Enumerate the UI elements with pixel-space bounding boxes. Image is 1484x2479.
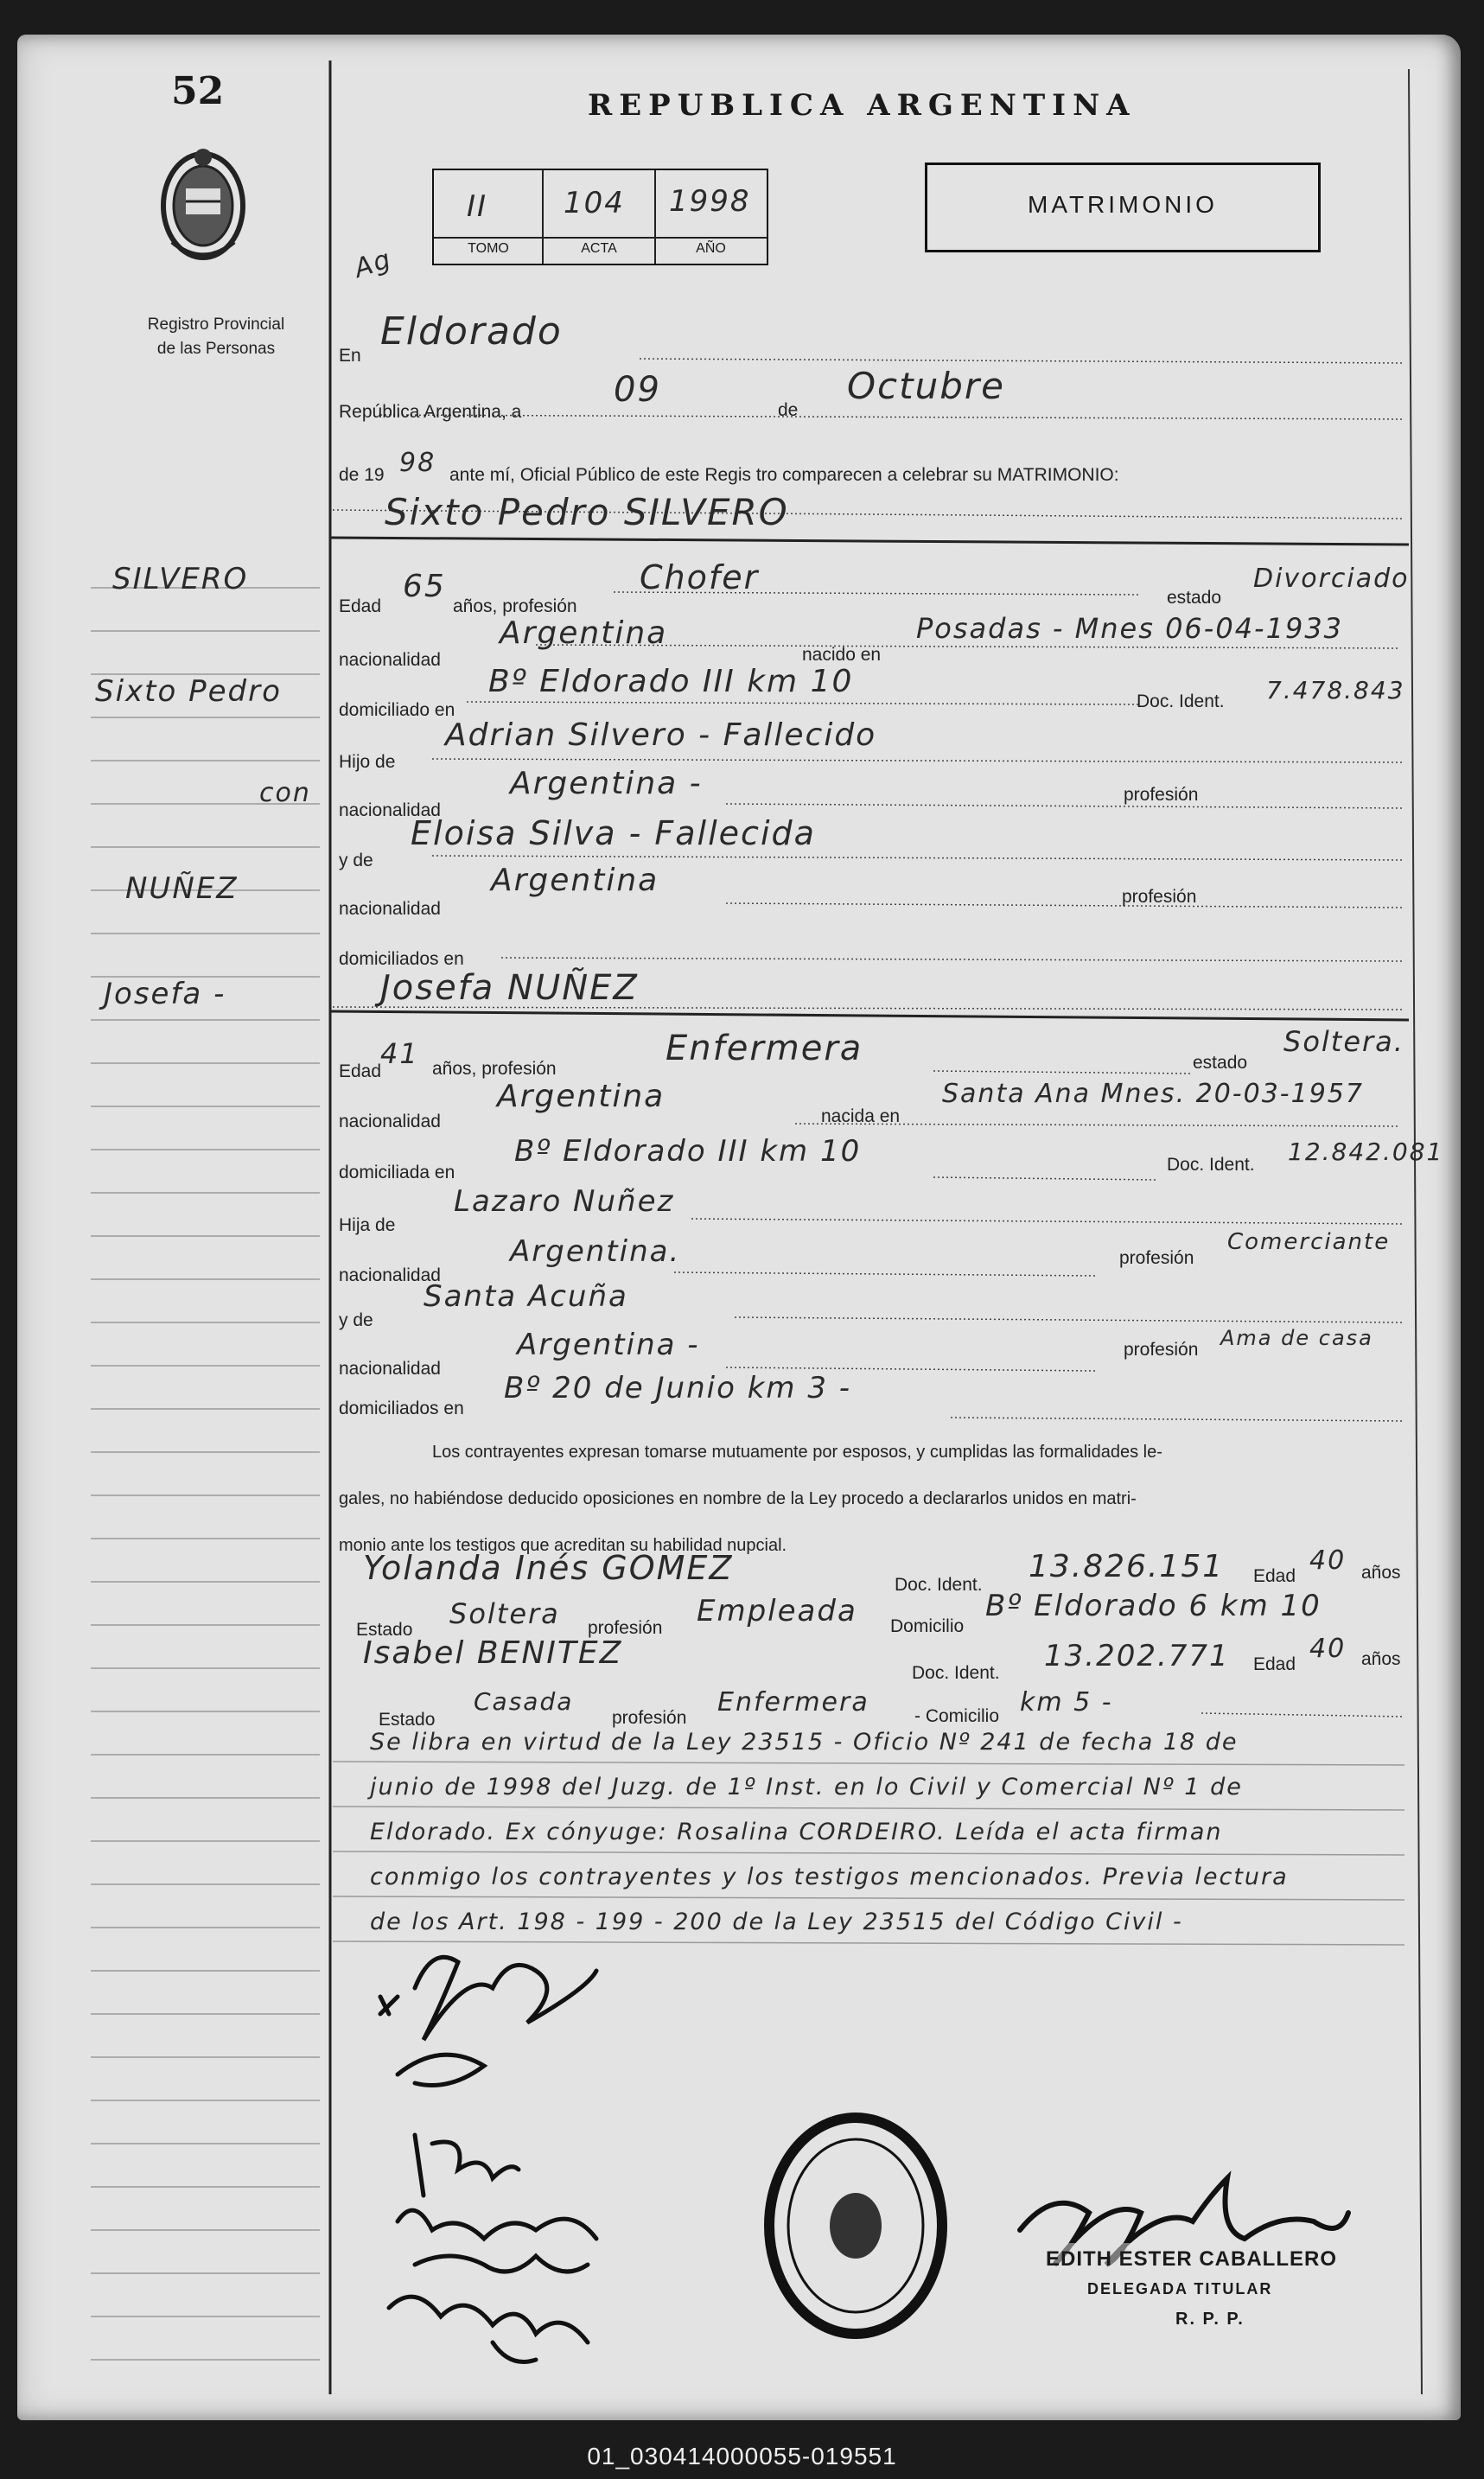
tomo-label: TOMO — [468, 241, 509, 256]
groom-age: 65 — [403, 569, 446, 604]
bride-profession: Enfermera — [666, 1029, 863, 1068]
witness2-age: 40 — [1309, 1634, 1347, 1664]
bride-edad-label: Edad — [339, 1061, 382, 1081]
groom-mother: Eloisa Silva - Fallecida — [411, 814, 816, 852]
witness1-doc: 13.826.151 — [1029, 1549, 1225, 1584]
groom-civil-status: Divorciado — [1253, 564, 1410, 594]
bride-birth: Santa Ana Mnes. 20-03-1957 — [942, 1079, 1364, 1109]
bride-parents-address: Bº 20 de Junio km 3 - — [504, 1371, 852, 1405]
year-prefix: de 19 — [339, 465, 385, 485]
bride-profesion-label: años, profesión — [432, 1059, 557, 1079]
page-number: 52 — [171, 69, 225, 113]
witness1-anos-label: años — [1361, 1563, 1401, 1583]
margin-bride-surname: NUÑEZ — [125, 871, 239, 906]
witness1-address: Bº Eldorado 6 km 10 — [985, 1589, 1322, 1623]
bride-father: Lazaro Nuñez — [454, 1184, 675, 1219]
note-line-5: de los Art. 198 - 199 - 200 de la Ley 23515 del Código Civil - — [370, 1909, 1183, 1935]
witness1-age: 40 — [1309, 1545, 1347, 1576]
bride-domicilio-label: domiciliada en — [339, 1163, 455, 1182]
groom-father: Adrian Silvero - Fallecido — [445, 717, 877, 753]
groom-yde-label: y de — [339, 851, 373, 870]
margin-note: Ag — [350, 244, 396, 284]
witness1-edad-label: Edad — [1253, 1566, 1296, 1586]
bride-father-prof-label: profesión — [1119, 1248, 1194, 1268]
declaration-line-3: monio ante los testigos que acreditan su habilidad nupcial. — [339, 1536, 787, 1555]
groom-domicilio-label: domiciliado en — [339, 700, 455, 720]
witness1-profession: Empleada — [697, 1594, 857, 1628]
groom-mother-prof-label: profesión — [1122, 887, 1197, 907]
groom-nacionalidad-label: nacionalidad — [339, 650, 441, 670]
year-value: 1998 — [669, 184, 751, 219]
de-label: de — [778, 400, 799, 420]
groom-parents-domicilio-label: domiciliados en — [339, 949, 464, 969]
bride-mother-profession: Ama de casa — [1220, 1326, 1373, 1350]
year-label: AÑO — [696, 241, 726, 256]
image-footer-id: 01_030414000055-019551 — [587, 2443, 897, 2469]
margin-groom-surname: SILVERO — [112, 562, 249, 596]
year-suffix: 98 — [399, 448, 436, 478]
groom-mother-nac-label: nacionalidad — [339, 899, 441, 919]
witness1-estado-label: Estado — [356, 1620, 413, 1640]
groom-nationality: Argentina — [500, 615, 668, 651]
bride-doc: 12.842.081 — [1288, 1138, 1444, 1166]
provincial-seal-logo — [151, 138, 255, 268]
declaration-line-2: gales, no habiéndose deducido oposiciones en nombre de la Ley procedo a declararlos unidos en matri- — [339, 1489, 1137, 1508]
bride-father-profession: Comerciante — [1227, 1229, 1391, 1255]
bride-full-name: Josefa NUÑEZ — [380, 968, 639, 1008]
groom-nacido-label: nacido en — [802, 645, 882, 665]
bride-doc-label: Doc. Ident. — [1167, 1155, 1255, 1175]
witness2-doc-label: Doc. Ident. — [912, 1663, 1000, 1683]
acta-value: 104 — [564, 186, 625, 220]
groom-father-prof-label: profesión — [1124, 785, 1199, 805]
bride-nacionalidad-label: nacionalidad — [339, 1112, 441, 1131]
note-line-3: Eldorado. Ex cónyuge: Rosalina CORDEIRO. Leída el acta firman — [370, 1819, 1223, 1845]
official-title: DELEGADA TITULAR — [1087, 2280, 1273, 2297]
bride-nationality: Argentina — [497, 1079, 666, 1114]
groom-edad-label: Edad — [339, 596, 382, 616]
intro-statement: ante mí, Oficial Público de este Regis tro comparecen a celebrar su MATRIMONIO: — [449, 465, 1119, 485]
registry-line-1: Registro Provincial — [147, 315, 285, 334]
witness2-edad-label: Edad — [1253, 1654, 1296, 1674]
witness1-status: Soltera — [449, 1597, 560, 1630]
bride-hija-label: Hija de — [339, 1215, 396, 1235]
official-round-stamp — [761, 2109, 951, 2342]
record-box — [432, 169, 768, 265]
republica-label: República Argentina, a — [339, 402, 522, 422]
bride-civil-status: Soltera. — [1283, 1025, 1404, 1058]
page-title: REPUBLICA ARGENTINA — [588, 88, 1137, 123]
signatures — [363, 1936, 657, 2386]
groom-profession: Chofer — [640, 558, 760, 596]
bride-mother: Santa Acuña — [424, 1279, 628, 1314]
bride-parents-domicilio-label: domiciliados en — [339, 1399, 464, 1418]
witness2-estado-label: Estado — [379, 1710, 436, 1730]
note-line-2: junio de 1998 del Juzg. de 1º Inst. en lo Civil y Comercial Nº 1 de — [370, 1774, 1243, 1800]
margin-bride-given: Josefa - — [104, 977, 226, 1011]
registry-line-2: de las Personas — [156, 340, 276, 358]
groom-birth: Posadas - Mnes 06-04-1933 — [916, 612, 1344, 645]
groom-doc-label: Doc. Ident. — [1137, 691, 1225, 711]
day-value: 09 — [614, 370, 661, 410]
witness1-domicilio-label: Domicilio — [890, 1616, 965, 1636]
bride-mother-nac-label: nacionalidad — [339, 1359, 441, 1379]
note-line-4: conmigo los contrayentes y los testigos mencionados. Previa lectura — [370, 1864, 1289, 1890]
witness2-doc: 13.202.771 — [1044, 1639, 1230, 1673]
matrimonio-label: MATRIMONIO — [1028, 191, 1218, 218]
month-value: Octubre — [847, 365, 1006, 407]
place-value: Eldorado — [380, 309, 563, 354]
witness1-name: Yolanda Inés GOMEZ — [363, 1549, 734, 1587]
witness2-prof-label: profesión — [612, 1708, 687, 1728]
witness2-name: Isabel BENITEZ — [363, 1635, 623, 1671]
ruled-lines — [17, 35, 1461, 2420]
witness1-doc-label: Doc. Ident. — [895, 1575, 983, 1595]
matrimonio-box — [925, 163, 1321, 252]
bride-father-nationality: Argentina. — [510, 1234, 681, 1269]
margin-groom-given: Sixto Pedro — [95, 674, 282, 709]
groom-hijo-label: Hijo de — [339, 752, 396, 772]
witness2-profession: Enfermera — [717, 1687, 869, 1717]
groom-address: Bº Eldorado III km 10 — [488, 664, 854, 699]
bride-father-nac-label: nacionalidad — [339, 1265, 441, 1285]
witness2-domicilio-label: - Comicilio — [914, 1706, 1000, 1726]
bride-age: 41 — [380, 1037, 419, 1070]
groom-doc: 7.478.843 — [1266, 676, 1405, 704]
witness2-address: km 5 - — [1020, 1687, 1113, 1717]
en-label: En — [339, 346, 361, 366]
groom-mother-nationality: Argentina — [491, 863, 659, 898]
bride-yde-label: y de — [339, 1310, 373, 1330]
groom-estado-label: estado — [1167, 588, 1222, 608]
bride-mother-nationality: Argentina - — [517, 1328, 700, 1362]
groom-full-name: Sixto Pedro SILVERO — [385, 491, 789, 533]
witness1-prof-label: profesión — [588, 1618, 663, 1638]
acta-label: ACTA — [581, 241, 617, 256]
bride-estado-label: estado — [1193, 1053, 1248, 1073]
groom-profesion-label: años, profesión — [453, 596, 577, 616]
witness2-anos-label: años — [1361, 1649, 1401, 1669]
declaration-line-1: Los contrayentes expresan tomarse mutuamente por esposos, y cumplidas las formalidades le- — [432, 1443, 1162, 1462]
margin-con: con — [259, 778, 311, 808]
bride-address: Bº Eldorado III km 10 — [514, 1134, 862, 1169]
witness2-status: Casada — [474, 1687, 574, 1716]
bride-mother-prof-label: profesión — [1124, 1340, 1199, 1360]
tomo-value: II — [467, 189, 488, 224]
note-line-1: Se libra en virtud de la Ley 23515 - Oficio Nº 241 de fecha 18 de — [370, 1729, 1239, 1756]
registry-name — [121, 313, 311, 361]
groom-father-nationality: Argentina - — [510, 766, 703, 801]
register-page — [17, 35, 1461, 2420]
bride-nacida-label: nacida en — [821, 1106, 901, 1126]
official-office: R. P. P. — [1175, 2310, 1245, 2329]
official-name: EDITH ESTER CABALLERO — [1046, 2247, 1338, 2271]
groom-father-nac-label: nacionalidad — [339, 800, 441, 820]
